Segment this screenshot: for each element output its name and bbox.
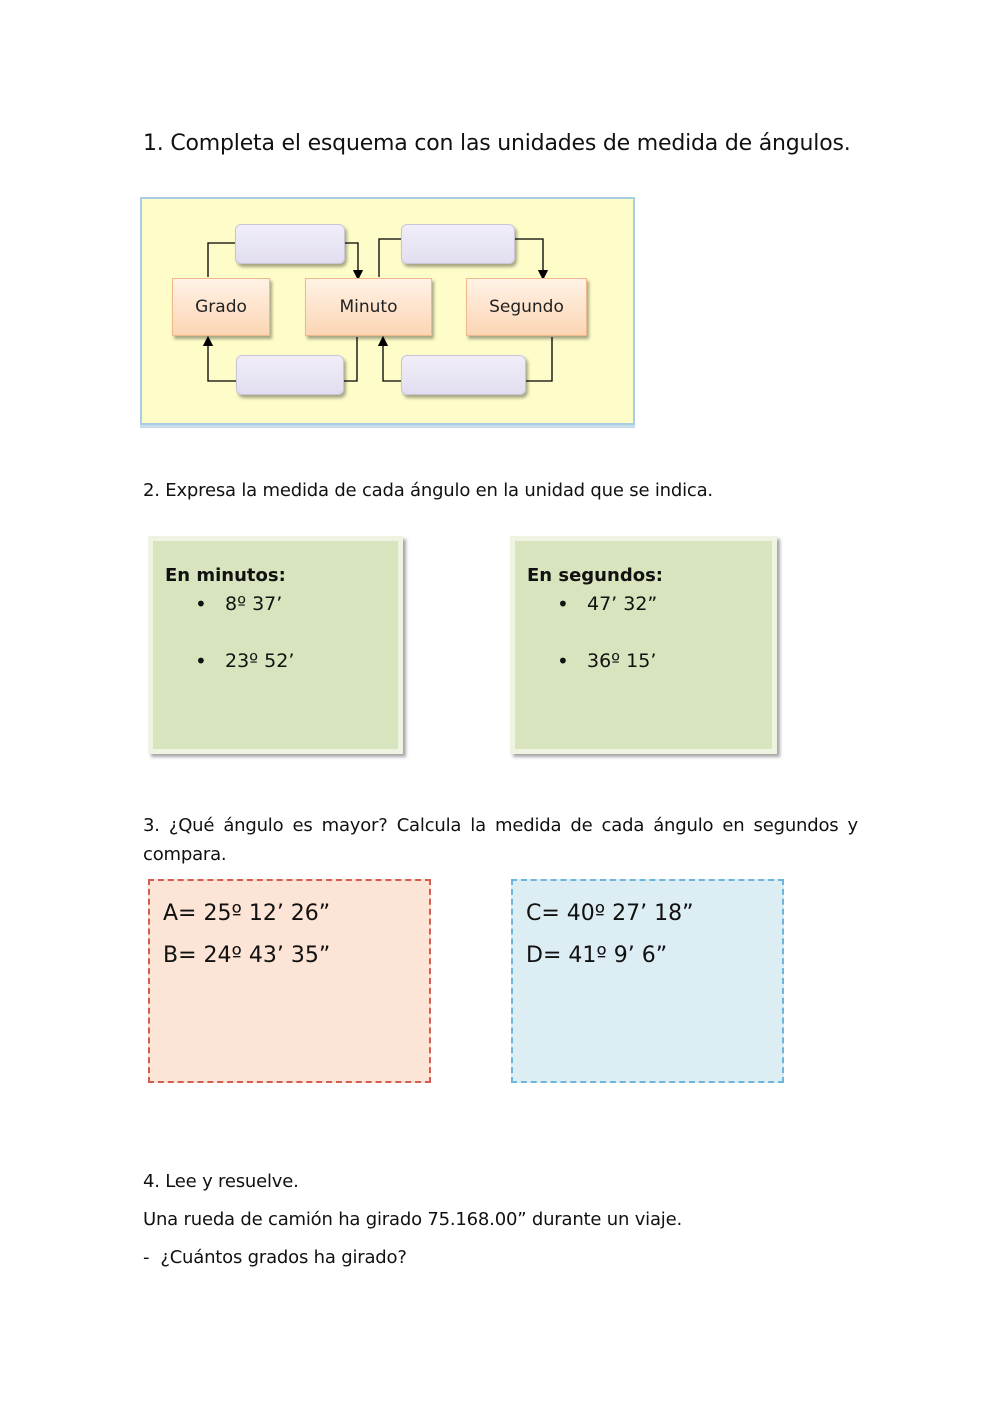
question-2-title: 2. Expresa la medida de cada ángulo en la unidad que se indica. — [143, 480, 713, 501]
unit-box-grado: Grado — [172, 278, 270, 336]
list-item: • 36º 15’ — [527, 648, 657, 705]
answer-box-top-right[interactable] — [401, 224, 515, 264]
list-item: • 8º 37’ — [165, 591, 294, 648]
angle-c: C= 40º 27’ 18” — [526, 901, 694, 926]
question-4-question: - ¿Cuántos grados ha girado? — [143, 1247, 407, 1268]
answer-box-bottom-left[interactable] — [236, 355, 344, 395]
angle-b: B= 24º 43’ 35” — [163, 943, 331, 968]
question-4-title: 4. Lee y resuelve. — [143, 1171, 299, 1192]
answer-box-bottom-right[interactable] — [401, 355, 526, 395]
seconds-box — [510, 536, 777, 754]
unit-box-segundo: Segundo — [466, 278, 587, 336]
seconds-heading: En segundos: — [527, 565, 663, 586]
question-4-statement: Una rueda de camión ha girado 75.168.00” durante un viaje. — [143, 1209, 682, 1230]
angle-d: D= 41º 9’ 6” — [526, 943, 668, 968]
angles-cd-box[interactable] — [511, 879, 784, 1083]
question-1-title: 1. Completa el esquema con las unidades de medida de ángulos. — [143, 131, 851, 156]
seconds-list — [527, 591, 657, 705]
answer-box-top-left[interactable] — [235, 224, 345, 264]
unit-box-minuto: Minuto — [305, 278, 432, 336]
minutes-box — [148, 536, 403, 754]
angles-ab-box[interactable] — [148, 879, 431, 1083]
list-item: • 47’ 32” — [527, 591, 657, 648]
minutes-list — [165, 591, 294, 705]
angle-a: A= 25º 12’ 26” — [163, 901, 331, 926]
list-item: • 23º 52’ — [165, 648, 294, 705]
question-3-title: 3. ¿Qué ángulo es mayor? Calcula la medida de cada ángulo en segundos y compara. — [143, 815, 858, 865]
units-scheme — [140, 197, 635, 425]
minutes-heading: En minutos: — [165, 565, 286, 586]
